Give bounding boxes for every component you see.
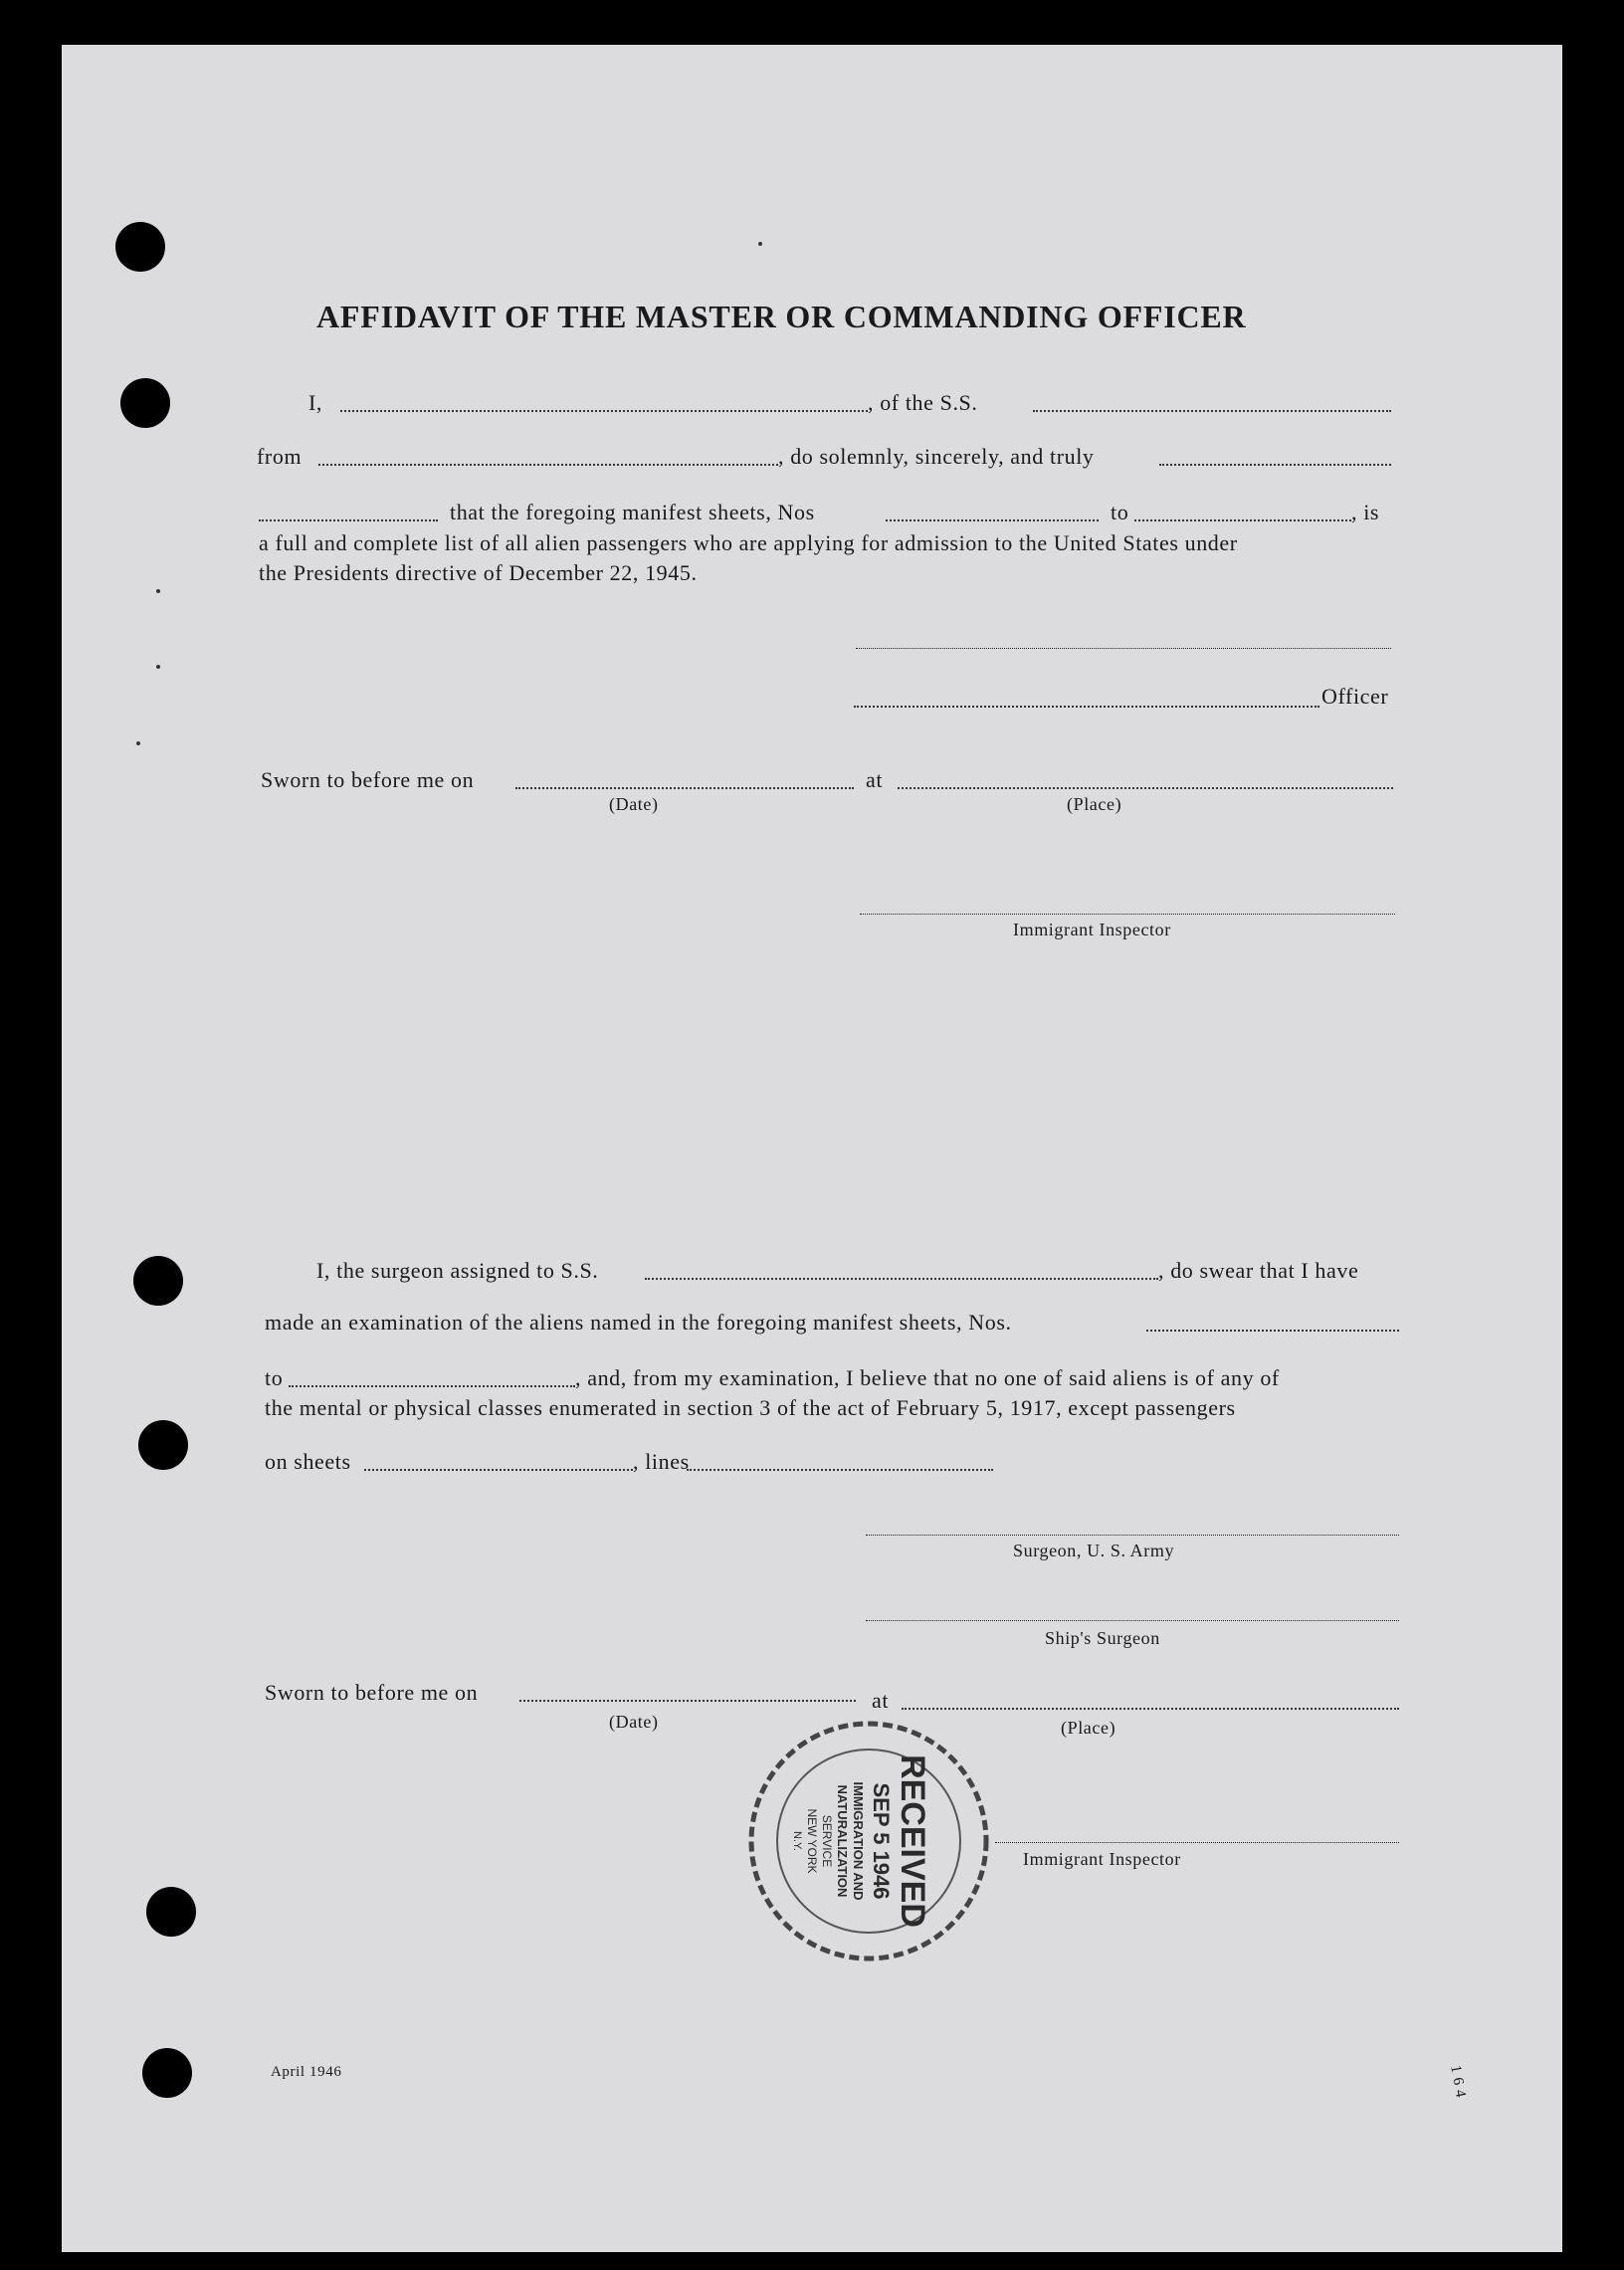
stamp-received-text: RECEIVED xyxy=(894,1754,931,1928)
surgeon-sworn-date-field[interactable] xyxy=(519,1700,856,1702)
punch-hole xyxy=(115,222,165,272)
officer-label: Officer xyxy=(1321,684,1389,709)
surgeon-lines-field[interactable] xyxy=(687,1469,993,1471)
surgeon-nos-to-field[interactable] xyxy=(289,1385,575,1387)
surgeon-at-label: at xyxy=(872,1688,890,1713)
master-of-ss-label: , of the S.S. xyxy=(868,390,978,415)
surgeon-line-2: made an examination of the aliens named in the foregoing manifest sheets, Nos. xyxy=(265,1310,1012,1335)
master-place-caption: (Place) xyxy=(1067,794,1122,814)
master-date-caption: (Date) xyxy=(609,794,659,814)
master-oath-field[interactable] xyxy=(259,519,438,521)
master-at-label: at xyxy=(866,767,884,792)
stamp-line-6: NEW YORK xyxy=(805,1808,819,1874)
speck xyxy=(156,665,160,669)
master-nos-from-field[interactable] xyxy=(886,519,1099,521)
officer-signature-field[interactable] xyxy=(854,706,1320,708)
master-i-label: I, xyxy=(308,390,323,415)
master-inspector-line[interactable] xyxy=(860,914,1395,915)
ship-surgeon-caption: Ship's Surgeon xyxy=(1045,1628,1160,1648)
surgeon-sworn-label: Sworn to before me on xyxy=(265,1680,479,1705)
surgeon-place-caption: (Place) xyxy=(1061,1718,1116,1738)
master-swear-field[interactable] xyxy=(1159,464,1391,466)
punch-hole xyxy=(142,2048,192,2098)
punch-hole xyxy=(133,1256,183,1306)
surgeon-to-label: to xyxy=(265,1365,284,1390)
master-is-label: , is xyxy=(1351,500,1380,524)
master-signature-line[interactable] xyxy=(856,648,1391,649)
speck xyxy=(758,242,762,246)
ship-surgeon-signature-line[interactable] xyxy=(866,1620,1399,1621)
surgeon-ship-field[interactable] xyxy=(645,1278,1158,1280)
stamp-line-4: NATURALIZATION xyxy=(835,1784,850,1898)
master-sworn-date-field[interactable] xyxy=(515,787,854,789)
surgeon-line-3-b: , and, from my examination, I believe that no one of said aliens is of any of xyxy=(575,1365,1280,1390)
master-nos-to-field[interactable] xyxy=(1134,519,1351,521)
stamp-date-text: SEP 5 1946 xyxy=(869,1782,894,1900)
margin-note: 1 6 4 xyxy=(1447,2064,1469,2100)
form-date-footer: April 1946 xyxy=(271,2064,342,2080)
surgeon-lines-label: , lines xyxy=(633,1449,690,1474)
surgeon-line-1-a: I, the surgeon assigned to S.S. xyxy=(316,1258,599,1283)
master-to-label: to xyxy=(1111,500,1129,524)
speck xyxy=(136,741,140,745)
master-sworn-label: Sworn to before me on xyxy=(261,767,475,792)
master-from-label: from xyxy=(257,444,303,469)
punch-hole xyxy=(146,1887,196,1937)
speck xyxy=(156,589,160,593)
punch-hole xyxy=(138,1420,188,1470)
surgeon-sheets-field[interactable] xyxy=(364,1469,633,1471)
master-inspector-caption: Immigrant Inspector xyxy=(1013,920,1171,939)
master-line-4: a full and complete list of all alien passengers who are applying for admission to the United States under xyxy=(259,530,1238,555)
master-that-label: that the foregoing manifest sheets, Nos xyxy=(450,500,815,524)
surgeon-army-caption: Surgeon, U. S. Army xyxy=(1013,1541,1175,1560)
stamp-line-3: IMMIGRATION AND xyxy=(851,1781,866,1901)
received-stamp xyxy=(744,1717,993,1965)
surgeon-line-1-b: , do swear that I have xyxy=(1158,1258,1359,1283)
surgeon-nos-from-field[interactable] xyxy=(1146,1330,1399,1332)
master-line-5: the Presidents directive of December 22, 1945. xyxy=(259,560,698,585)
surgeon-inspector-caption: Immigrant Inspector xyxy=(1023,1849,1181,1869)
punch-hole xyxy=(120,378,170,428)
surgeon-inspector-line[interactable] xyxy=(995,1842,1399,1843)
master-name-field[interactable] xyxy=(340,410,868,412)
surgeon-line-4: the mental or physical classes enumerated in section 3 of the act of February 5, 1917, except passengers xyxy=(265,1395,1236,1420)
surgeon-sworn-place-field[interactable] xyxy=(902,1708,1399,1710)
master-solemn-label: , do solemnly, sincerely, and truly xyxy=(778,444,1095,469)
master-port-field[interactable] xyxy=(318,464,778,466)
stamp-line-7: N.Y. xyxy=(791,1831,803,1851)
master-ship-field[interactable] xyxy=(1033,410,1391,412)
surgeon-date-caption: (Date) xyxy=(609,1712,659,1732)
document-title: AFFIDAVIT OF THE MASTER OR COMMANDING OFFICER xyxy=(316,299,1247,334)
stamp-line-5: SERVICE xyxy=(820,1814,834,1868)
surgeon-army-signature-line[interactable] xyxy=(866,1535,1399,1536)
surgeon-on-sheets-label: on sheets xyxy=(265,1449,351,1474)
master-sworn-place-field[interactable] xyxy=(898,787,1393,789)
